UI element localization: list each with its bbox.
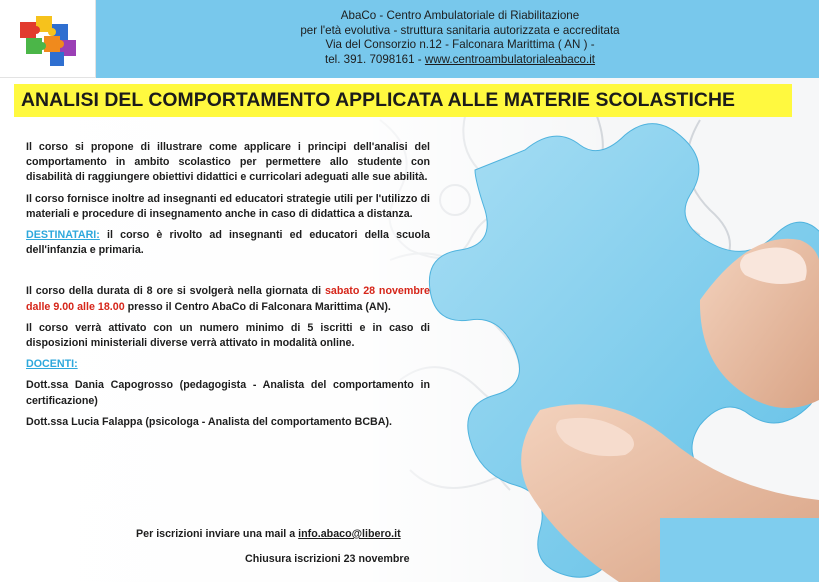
corner-blue-block [660,518,819,582]
destinatari-text: il corso è rivolto ad insegnanti ed educatori della scuola dell'infanzia e primaria. [26,229,430,257]
spacer [26,264,430,284]
email-link[interactable]: info.abaco@libero.it [298,528,401,540]
schedule-text: Il corso della durata di 8 ore si svolgerà nella giornata di [26,285,325,298]
schedule-location: presso il Centro AbaCo di Falconara Marittima (AN). [124,300,391,313]
header-info [250,9,670,67]
destinatari-label: DESTINATARI: [26,229,100,242]
teacher-2: Dott.ssa Lucia Falappa (psicologa - Analista del comportamento BCBA). [26,415,392,428]
registration-text: Per iscrizioni inviare una mail a [136,528,299,540]
strategies-paragraph: Il corso fornisce inoltre ad insegnanti ed educatori strategie utili per l'utilizzo di materiali e procedure di insegnamento anche in caso di didattica a distanza. [26,192,430,220]
docenti-heading [26,357,430,372]
puzzle-logo-icon [16,10,80,68]
header-line3: Via del Consorzio n.12 - Falconara Marittima ( AN ) - [325,38,595,52]
logo [0,0,96,78]
audience-paragraph [26,228,430,258]
header-contact [250,53,670,68]
title-bar [14,84,792,117]
registration-deadline: Chiusura iscrizioni 23 novembre [245,553,410,565]
schedule-paragraph [26,284,430,314]
intro-paragraph: Il corso si propone di illustrare come applicare i principi dell'analisi del comportamento in ambito scolastico per permettere allo studente con disabilità di raggiungere obiettivi didattici e curricolari adeguati alle sue abilità. [26,141,430,184]
activation-paragraph: Il corso verrà attivato con un numero minimo di 5 iscritti e in caso di disposizioni ministeriali diverse verrà attivato in modalità online. [26,321,430,350]
course-description [26,140,430,436]
teacher-1: Dott.ssa Dania Capogrosso (pedagogista - Analista del comportamento in certificazione) [26,379,430,407]
registration-info [136,528,401,540]
docenti-label: DOCENTI: [26,358,78,371]
course-date: sabato 28 novembre dalle 9.00 alle 18.00 [26,285,431,313]
header-line2: per l'età evolutiva - struttura sanitaria autorizzata e accreditata [300,23,620,37]
page-title: ANALISI DEL COMPORTAMENTO APPLICATA ALLE MATERIE SCOLASTICHE [21,89,735,111]
header-line1: AbaCo - Centro Ambulatoriale di Riabilitazione [340,9,580,22]
phone: tel. 391. 7098161 - [324,52,425,66]
website-link[interactable]: www.centroambulatorialeabaco.it [424,52,596,66]
